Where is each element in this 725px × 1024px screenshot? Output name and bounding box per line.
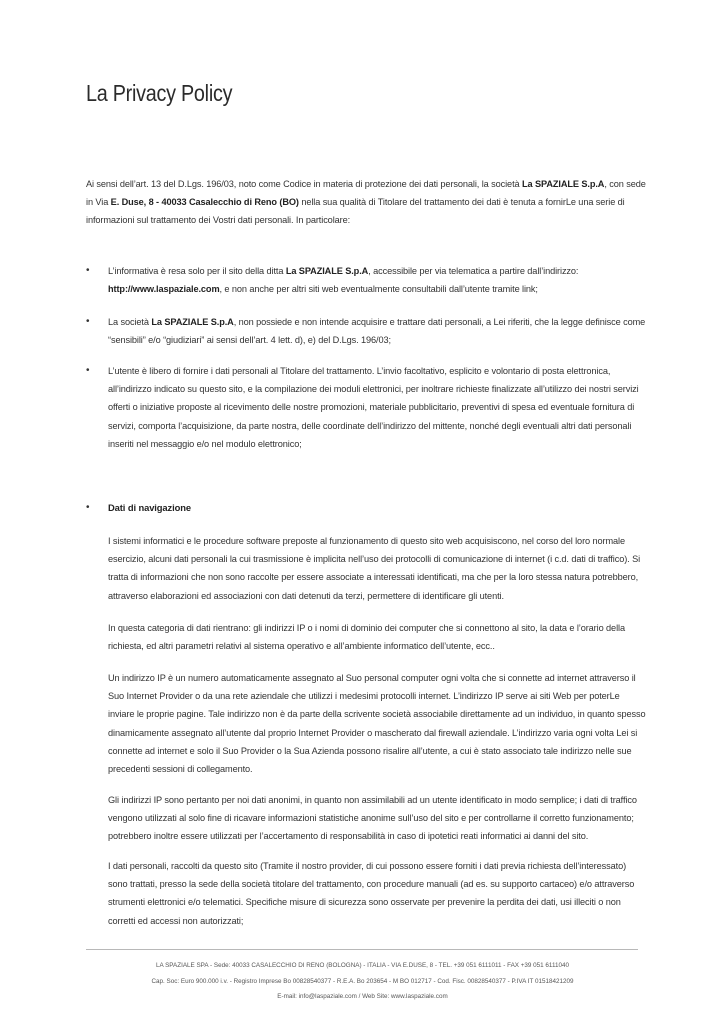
intro-paragraph <box>86 175 646 230</box>
bullet-text: L’utente è libero di fornire i dati personali al Titolare del trattamento. L’invio facoltativo, esplicito e volontario di posta elettronica, all’indirizzo indicato su questo sito, e la compilazione dei moduli elettronici, per inoltrare richieste finalizzate all’utilizzo dei nostri servizi offerti o iniziative proposte al ricevimento delle nostre promozioni, materiale pubblicitario, preventivi di spesa ed eventuale fornitura di servizi, comporta l’acquisizione, da parte nostra, delle coordinate dell’indirizzo del mittente, nonché degli eventuali altri dati personali inseriti nel messaggio e/o nel modulo elettronico; <box>108 366 639 449</box>
intro-text-2: , con sede in Via <box>86 179 646 208</box>
bullet-icon: • <box>86 365 90 376</box>
footer-divider <box>86 949 638 950</box>
page-title: La Privacy Policy <box>86 80 233 106</box>
intro-text-3: nella sua qualità di Titolare del trattamento dei dati è tenuta a fornirLe una serie di informazioni sul trattamento dei Vostri dati personali. In particolare: <box>86 197 625 226</box>
footer-contact-info: E-mail: info@laspaziale.com / Web Site: www.laspaziale.com <box>277 993 448 1000</box>
bullet-company-name: La SPAZIALE S.p.A <box>151 317 234 327</box>
bullet-text <box>108 313 646 349</box>
navigation-paragraph-ip-address: Un indirizzo IP è un numero automaticamente assegnato al Suo personal computer ogni volta che si connette ad internet attraverso il Suo Internet Provider o da una rete aziendale che utilizzi i medesimi protocolli internet. L’indirizzo IP serve ai siti Web per poterLe inviare le proprie pagine. Tale indirizzo non è da parte della scrivente società associabile direttamente ad un individuo, in quanto spesso dinamicamente assegnato all’utente dal proprio Internet Provider o mascherato dal firewall aziendale. L’indirizzo varia ogni volta Lei si connette ad internet e solo il Suo Provider o la Sua Azienda possono risalire all’utente, a cui è stato associato tale indirizzo nelle sue precedenti sessioni di collegamento. <box>108 673 646 775</box>
bullet-text-part: , non possiede e non intende acquisire e trattare dati personali, a Lei riferiti, che la legge definisce come “sensibili” e/o “giudiziari” ai sensi dell’art. 4 lett. d), e) del D.Lgs. 196/03; <box>108 317 646 346</box>
bullet-text-part: , accessibile per via telematica a partire dall’indirizzo: <box>368 266 579 276</box>
bullet-text-part: L’informativa è resa solo per il sito della ditta <box>108 266 286 276</box>
footer-company-info: LA SPAZIALE SPA - Sede: 40033 CASALECCHIO DI RENO (BOLOGNA) - ITALIA - VIA E.DUSE, 8 - TEL. +39 051 6111011 - FAX +39 051 6111040 <box>156 962 569 969</box>
bullet-text-part: , e non anche per altri siti web eventualmente consultabili dall’utente tramite link; <box>219 284 538 295</box>
navigation-paragraph-processing: I dati personali, raccolti da questo sito (Tramite il nostro provider, di cui possono essere forniti i dati previa richiesta dell’interessato) sono trattati, presso la sede della società titolare del trattamento, con procedure manuali (ad es. su supporto cartaceo) e/o attraverso strumenti elettronici e/o telematici. Specifiche misure di sicurezza sono osservate per prevenire la perdita dei dati, usi illeciti o non corretti ed accessi non autorizzati; <box>108 861 635 926</box>
bullet-text <box>108 262 646 298</box>
bullet-text-part: La società <box>108 317 152 327</box>
footer-registration-info: Cap. Soc: Euro 900.000 i.v. - Registro Imprese Bo 00828540377 - R.E.A. Bo 203654 - M BO 012717 - Cod. Fisc. 00828540377 - P.IVA IT 01518421209 <box>151 978 574 985</box>
navigation-paragraph-anonymous: Gli indirizzi IP sono pertanto per noi dati anonimi, in quanto non assimilabili ad un utente identificato in modo semplice; i dati di traffico vengono utilizzati al solo fine di ricavare informazioni statistiche anonime sull’uso del sito e per controllarne il corretto funzionamento; potrebbero inoltre essere utilizzati per l’accertamento di responsabilità in caso di ipotetici reati informatici ai danni del sito. <box>108 795 637 842</box>
navigation-paragraph-categories: In questa categoria di dati rientrano: gli indirizzi IP o i nomi di dominio dei computer che si connettono al sito, la data e l’orario della richiesta, ed altri parametri relativi al sistema operativo e all’ambiente informatico dell’utente, ecc.. <box>108 623 625 652</box>
bullet-icon: • <box>86 316 90 327</box>
bullet-icon: • <box>86 502 90 513</box>
bullet-icon: • <box>86 265 90 276</box>
intro-address: E. Duse, 8 - 40033 Casalecchio di Reno (BO) <box>110 197 299 208</box>
navigation-paragraph-systems: I sistemi informatici e le procedure software preposte al funzionamento di questo sito web acquisiscono, nel corso del loro normale esercizio, alcuni dati personali la cui trasmissione è implicita nell’uso dei protocolli di comunicazione di internet (i c.d. dati di traffico). Si tratta di informazioni che non sono raccolte per essere associate a interessati identificati, ma che per la loro stessa natura potrebbero, attraverso elaborazioni ed associazioni con dati detenuti da terzi, permettere di identificare gli utenti. <box>108 536 641 601</box>
website-link[interactable]: http://www.laspaziale.com <box>108 284 220 295</box>
intro-company-name: La SPAZIALE S.p.A <box>521 179 605 189</box>
intro-text-1: Ai sensi dell’art. 13 del D.Lgs. 196/03, noto come Codice in materia di protezione dei dati personali, la società <box>86 179 522 189</box>
section-heading: Dati di navigazione <box>108 502 192 513</box>
bullet-company-name: La SPAZIALE S.p.A <box>285 266 369 276</box>
